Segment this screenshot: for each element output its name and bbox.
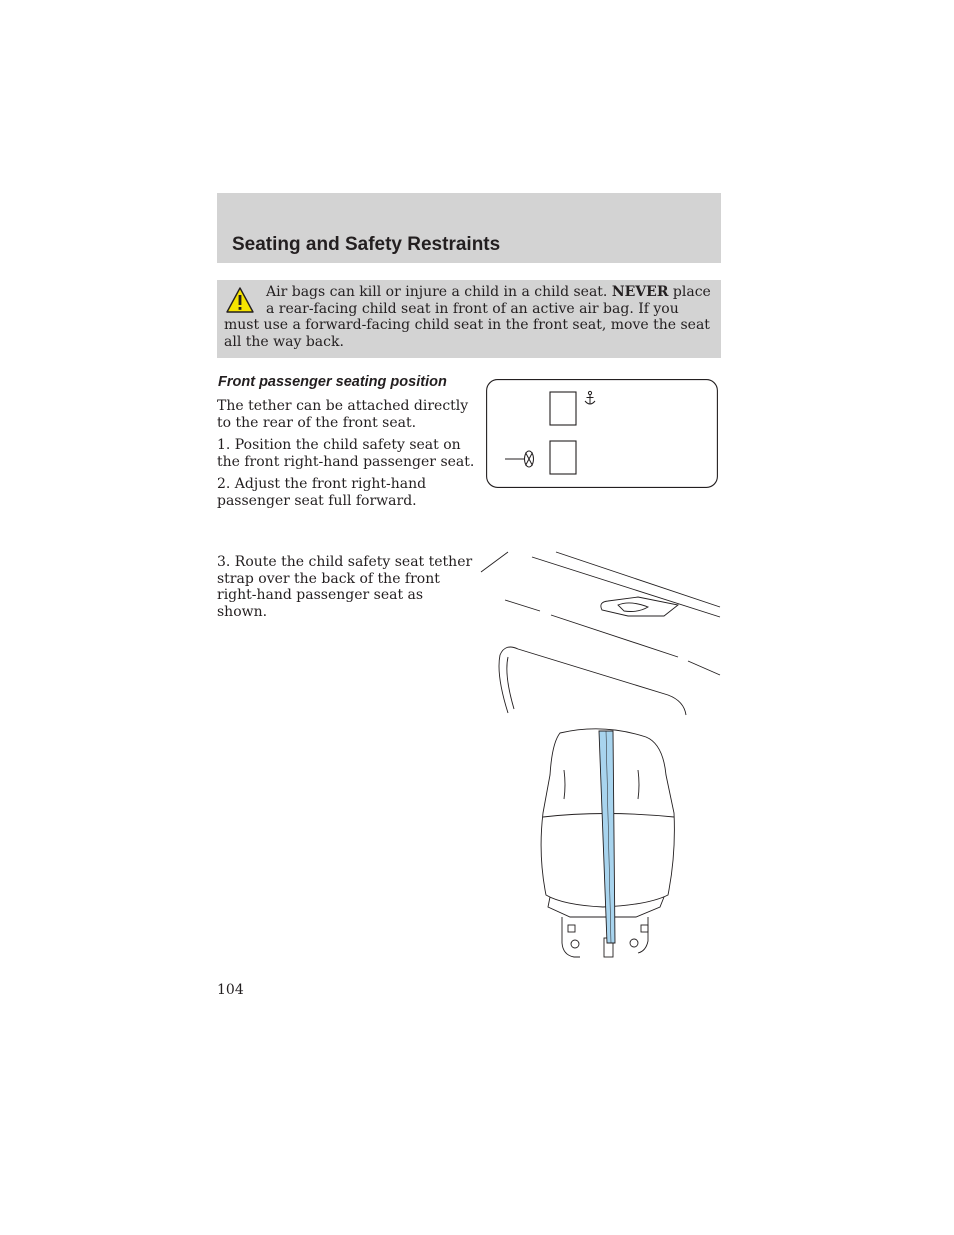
paragraph-step-2: 2. Adjust the front right-hand passenger seat full forward. <box>217 476 427 509</box>
paragraph-tether-intro: The tether can be attached directly to the rear of the front seat. <box>217 398 469 431</box>
page-number: 104 <box>217 982 244 998</box>
warning-emphasis: NEVER <box>611 284 669 300</box>
paragraph-step-1: 1. Position the child safety seat on the front right-hand passenger seat. <box>217 437 475 470</box>
tether-routing-illustration <box>478 545 723 965</box>
paragraph-step-3: 3. Route the child safety seat tether strap over the back of the front right-hand passenger seat as shown. <box>217 554 473 620</box>
seat-position-diagram <box>486 379 718 488</box>
warning-text: Air bags can kill or injure a child in a child seat. NEVER place a rear-facing child seat in front of an active air bag. If you must use a forward-facing child seat in the front seat, move the seat all the way back. <box>224 284 711 350</box>
section-heading: Front passenger seating position <box>218 374 447 390</box>
page-title: Seating and Safety Restraints <box>232 234 501 255</box>
warning-box <box>217 280 721 358</box>
